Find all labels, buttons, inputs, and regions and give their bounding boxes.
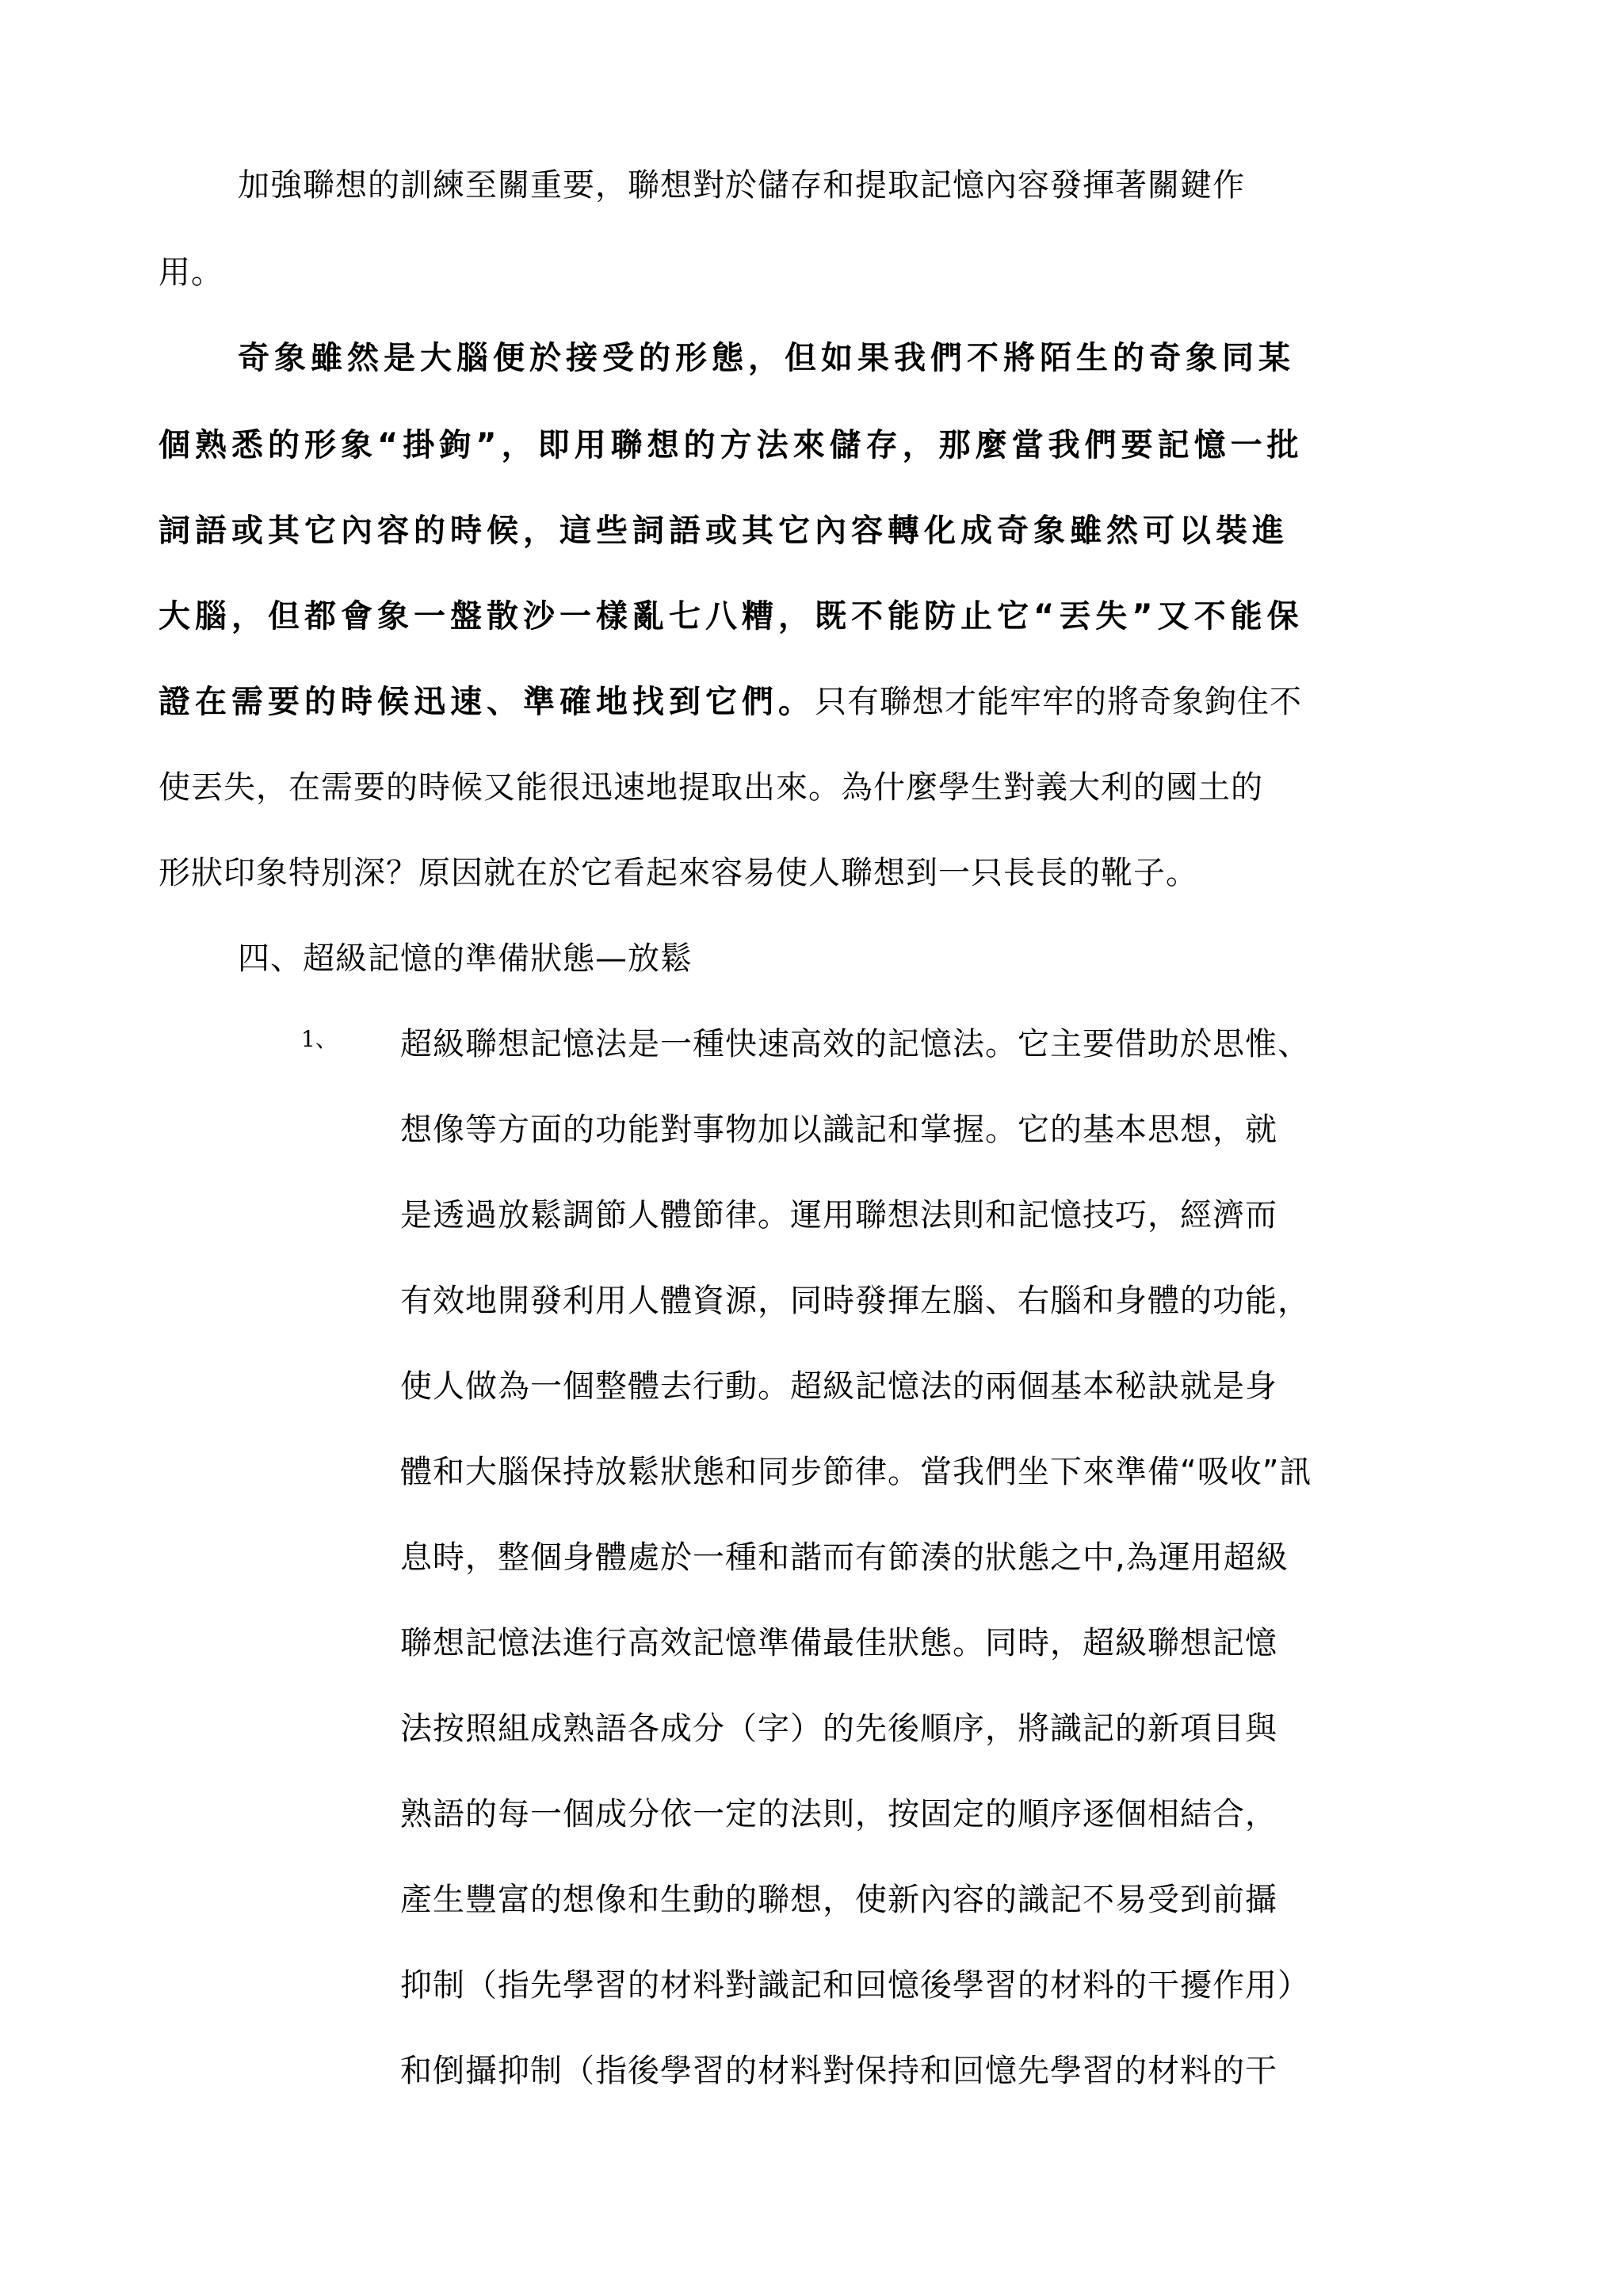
paragraph-2-bold-line-1: 奇象雖然是大腦便於接受的形態，但如果我們不將陌生的奇象同某: [238, 340, 1295, 376]
list-item-1-line-3: 是透過放鬆調節人體節律。運用聯想法則和記憶技巧，經濟而: [400, 1197, 1277, 1234]
paragraph-2-line-6: 使丟失，在需要的時候又能很迅速地提取出來。為什麼學生對義大利的國土的: [158, 769, 1263, 806]
list-item-1-line-13: 和倒攝抑制（指後學習的材料對保持和回憶先學習的材料的干: [400, 2053, 1277, 2089]
paragraph-2-bold-line-5: 證在需要的時候迅速、準確地找到它們。: [158, 684, 815, 720]
list-item-1-line-10: 熟語的每一個成分依一定的法則，按固定的順序逐個相結合，: [400, 1796, 1277, 1833]
paragraph-2-line-7: 形狀印象特別深？原因就在於它看起來容易使人聯想到一只長長的靴子。: [158, 855, 1198, 891]
list-item-1-line-6: 體和大腦保持放鬆狀態和同步節律。當我們坐下來準備“吸收”訊: [400, 1454, 1312, 1490]
paragraph-2-line-5-tail: 只有聯想才能牢牢的將奇象鉤住不: [815, 684, 1302, 720]
list-item-1-line-5: 使人做為一個整體去行動。超級記憶法的兩個基本秘訣就是身: [400, 1368, 1277, 1405]
list-item-1-line-12: 抑制（指先學習的材料對識記和回憶後學習的材料的干擾作用）: [400, 1967, 1310, 2004]
paragraph-2-line-5: [158, 683, 1302, 721]
list-item-1-line-2: 想像等方面的功能對事物加以識記和掌握。它的基本思想，就: [400, 1112, 1277, 1148]
paragraph-2-bold-line-3: 詞語或其它內容的時候，這些詞語或其它內容轉化成奇象雖然可以裝進: [158, 513, 1289, 549]
list-item-1-line-8: 聯想記憶法進行高效記憶準備最佳狀態。同時，超級聯想記憶: [400, 1625, 1277, 1661]
list-item-1-line-4: 有效地開發利用人體資源，同時發揮左腦、右腦和身體的功能，: [400, 1283, 1310, 1319]
list-item-1-line-7: 息時，整個身體處於一種和諧而有節湊的狀態之中,為運用超級: [400, 1539, 1289, 1576]
paragraph-2-bold-line-2: 個熟悉的形象“掛鉤”，即用聯想的方法來儲存，那麼當我們要記憶一批: [158, 427, 1304, 463]
list-item-1-marker: 1、: [301, 1026, 338, 1052]
section-heading-4: 四、超級記憶的準備狀態—放鬆: [238, 940, 693, 977]
list-item-1-line-1: 超級聯想記憶法是一種快速高效的記憶法。它主要借助於思惟、: [400, 1026, 1310, 1062]
list-item-1-line-11: 產生豐富的想像和生動的聯想，使新內容的識記不易受到前攝: [400, 1882, 1277, 1918]
paragraph-1-line-1: 加強聯想的訓練至關重要，聯想對於儲存和提取記憶內容發揮著關鍵作: [238, 167, 1245, 204]
list-item-1-line-9: 法按照組成熟語各成分（字）的先後順序，將識記的新項目與: [400, 1711, 1277, 1747]
paragraph-1-line-2: 用。: [158, 254, 223, 291]
paragraph-2-bold-line-4: 大腦，但都會象一盤散沙一樣亂七八糟，既不能防止它“丟失”又不能保: [158, 598, 1304, 635]
